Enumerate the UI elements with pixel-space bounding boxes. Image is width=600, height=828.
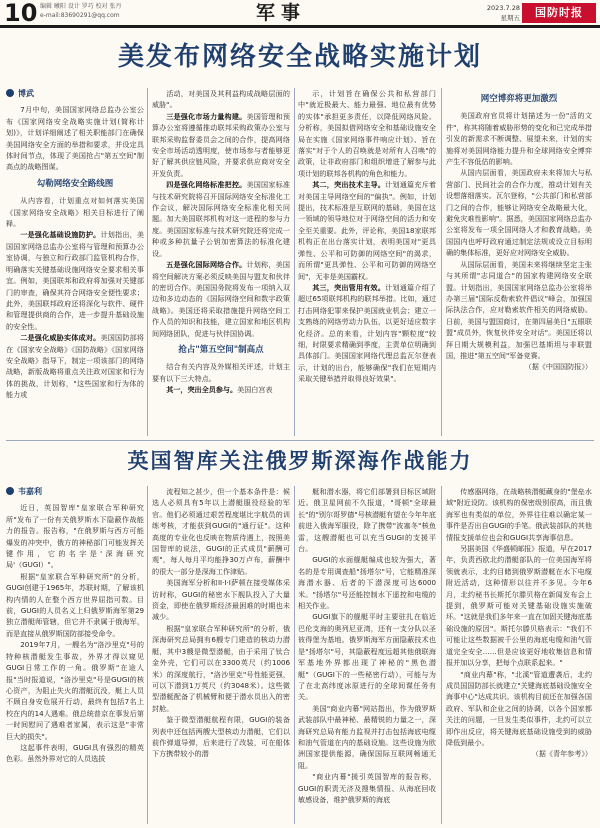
article1-byline: 博武	[6, 88, 144, 99]
article2-column-2: 流程知之甚少，但一个基本条件是：候选人必须具有5年以上潜艇服役经验的军官。他们必须通过艰苦程度堪比宇航员的训练考核，才能获到GUGI的"通行证"。这种高度的专业化也反映在物质待遇上，按照美国智库的说法，GUGI的正式成员"薪酬可观"，每人每月平均能挣30万卢布，薪酬中的很大一部分是深海工作津贴。 美国海军分析和II·I·I萨顿在接受媒体采访时称，GUGI的秘密水下舰队投入了大量资金，即使在俄罗斯经济最困难的时期也未减少。 根据"皇家联合军种研究所"的分析，俄深海研究总局拥有6艘专门建造的核动力潜艇，其中3艘是微型潜艇，由于采用了钛合金外壳，它们可以在3300英尺（约1006米）的深度航行，"洛沙里克"号性能更强，可以下潜到1万英尺（约3048米）。这些微型潜艇配备了机械臂和便于潜水员出入的密封舱。 鉴于微型潜艇航程有限，GUGI的装备列表中还包括两艘大型核动力潜艇，它们以前作弹道导弹，后来进行了改装，可在船体下方携带较小的潜	[152, 487, 290, 759]
article1-column-1: 博武 7月中旬，美国国家网络总监办公室公布《国家网络安全战略实施计划(简称计划)》，计划详细阐述了相关职能部门在确保美国网络安全方面的举措和要求，并设定具体时间节点，体现了美国抢占"第五空间"制高点的战略图谋。 勾勒网络安全路线图 从内容看，计划重点对如何落实美国《国家网络安全战略》相关目标进行了阐释。 一是强化基础设施防护。计划指出，美国国家网络总监办公室将与管理和预算办公室协调，与独立和行政部门监管机构合作，明确落实关键基础设施网络安全要求相关事宜。例如，美国联邦和政府将加强对关键部门的审查，确保其符合网络安全便性要求；此外，美国联邦政府还将深化与软件、硬件和管理提供商的合作，进一步提升基础设施的安全性。 二是强化威胁实体成对。美国国防部将在《国家安全战略》《国防战略》《国家网络安全战略》指导下，制定一项该部门的网络战略，新版战略将重点关注政对国家和行为体的挑战，计划称，"这些国家和行为体的能力或	[6, 89, 144, 400]
column-divider	[294, 486, 295, 824]
source-credit: （据《青年参考》）	[531, 749, 592, 759]
issue-date: 2023.7.28 星期五	[486, 4, 520, 22]
author-icon	[6, 89, 14, 97]
article2-column-4: 传感器网络，在战略核潜艇藏身的"堡垒水域"附近设防。该机构的保密级别很高，而且俄海军也有类似的单位，外界往往难以确定某一事件是否出自GUGI的手笔。俄武装部队的其他情报支援单位也会和GUGI共享海事信息。 另据美国《华盛顿邮报》报道，早在2017年，负责西欧北约潜艇部队的一位美国海军将领就表示，北约目睹到俄罗斯潜艇在水下电缆附近活动，这种情形以往并不多见。今年6月，北约秘书长斯托尔滕贝格在新闻发布会上提到，俄罗斯可能对关键基础设施实施破坏。"这就是我们多年来一直在加固关键海底基础设施的原因"。斯托尔滕贝格表示："我们不可能让这些数据被千公里的海底电缆和油气管道完全安全……但是应该更好地收集信息和情报并加以分享，把每个点联系起来。" "商业内幕"称，"北溪"管道遭袭后，北约成员国国防部长就建立"关键海底基础设施安全海事中心"达成共识。该机构目前还在加强各国政府、军队和企业之间的协调，以各个国家都关注的问题，一旦发生类似事件，北约可以立即作出反应，将关键海底基础设施受到的威胁降低到最小。 （据《青年参考》）	[446, 487, 592, 759]
article1-column-2: 活动，对美国及其利益构成战略层面的威胁"。 三是强化市场力量构建。美国管理和预算办公室将遵循推动联邦采购政策办公室与联邦采购监督委员会之间的合作，提高网络安全市场活动透明度，使市场参与者能够更好了解其供应链风险，并要求供应商对安全开发负责。 四是强化网络标准把控。美国国家标准与技术研究院将召开国际网络安全标准化工作会议，解决国际网络安全标准化相关问题。加大美国联邦机构对这一进程的参与力度。美国国家标准与技术研究院还将完成一种或多种抗量子公钥加密算法的标准化建设。 五是强化国际网络合作。计划称，美国将空间解决方案必须反映美国与盟友和伙伴的密切合作。美国国务院将发布一项纳入双边和多边动态的《国际网络空间和数字政策战略》。美国还将采取措施提升网络空间工作人员的知识和技能，建立国家和地区机构间网络团队，促进与伙伴国协调。 抢占"第五空间"制高点 结合有关内容及外媒相关评述，计划主要有以下三大特点。 其一，突出全员参与。美国白宫表	[152, 89, 290, 395]
newspaper-logo: 国防时报	[522, 3, 596, 23]
column-divider	[294, 88, 295, 436]
article2-headline: 英国智库关注俄罗斯深海作战能力	[127, 449, 473, 473]
column-divider	[147, 88, 148, 436]
column-divider	[441, 486, 442, 824]
column-divider	[147, 486, 148, 824]
article2-column-1: 韦嘉利 近日，英国智库"皇家联合军种研究所"发布了一份有关俄罗斯水下隐蔽作战能力的报告。报告称，"在俄罗斯与西方可能爆发的冲突中，俄方的神秘部门可能发挥关键作用，它的名字是'深海研究局'（GUGI）"。 根据"皇家联合军种研究所"的分析，GUGI创建于1965年，苏联时期，了解该机构内情的人在整个西方世界屈指可数。目前，GUGI的人员名义上归俄罗斯海军第29独立潜艇师管辖，但它并不隶属于俄海军，而是直接从俄罗斯国防部接受命令。 2019年7月，一艘名为"洛沙里克"号的特种核潜艇发生事故，外界才得以窥见GUGI日常工作的一角。俄罗斯"在途人报"当时报道说，"洛沙里克"号是GUGI的核心资产，为阻止失火的潜艇沉没，艇上人员不顾自身安危展开行动，最终有包括7名上校在内的14人遇难。俄总统普京在事发后第一时间慰问了遇难者家属，表示这是"非常巨大的损失"。 这起事件表明，GUGI具有强烈的精英色彩。虽然外界对它的人员选拔	[6, 487, 144, 764]
article1-column-4: 网空博弈将更加激烈 美国政府官员将计划描述为一份"活的文件"，称其将随着威胁形势的变化和已完成举措引发的新需求不断调整、展望未来，计划的实施将对美国网络能力提升和全球网络安全博弈产生不容低估的影响。 从国内层面看，美国政府未来将加大与私营部门、民间社会的合作力度，推动计划有关设想落细落实。瓦尔登称，"公共部门和私营部门之间的合作，能够让网络安全战略最大化，避免灾难性影响"。据悉，美国国家网络总监办公室将发布一项全国网络人才和教育战略。美国国内也呼吁政府通过制定法规或设立目标明确的集体标准，更好应对网络安全威胁。 从国际层面看，美国未来将继续坚定主张与其所谓"志同道合"的国家构建网络安全联盟。计划指出，美国国家网络总监办公室将举办第三届"国际反勒索软件倡议"峰会，加强国际执法合作，应对勒索软件相关的网络威胁。日前，美国与盟国商讨，在第四届美日"五眼联盟"成员外，恢复伙伴安全对话"。美国还将以拜日期大规模利益，加强巴基斯坦与非联盟国，推进"第五空间"军备竞赛。 （据《中国国防报》）	[446, 94, 592, 372]
article1-column-3: 示，计划旨在确保公共和私营部门中"就近极最大、能力最强、地位最有优势的实体"承担更多责任，以降低网络风险。分析称，美国拟借网络安全和基础设施安全局在实施《国家网络事件响应计划》、旨在落实"对于个人的召唤就是对所有人召唤"的政策，让非政府部门和组织增进了解参与此项计划的联邦各机构的角色和能力。 其二，突出技术主导。计划通篇充斥着对美国主导网络空间的"偏执"。例如，计划提出，技术标准是互联网的基础，美国在这一领域的领导地位对于网络空间的活力和安全至关重要。此外，评论称，美国18家联邦机构正在出台落实计划，表明美国对"更具弹性、公平和可防御的网络空间"的渴求，而所谓"更具弹性、公平和可防御的网络空间"，无非是美国霸权。 其三，突出管用有效。计划通篇介绍了超过65项联邦机构的联邦举措。比如，通过打击网络犯罪来保护美国就业机会；建立一支熟练的网络劳动力队伍，以更好适应数字化经济。总的来看，计划内容"颗粒度"较细，时限要求精确到季度，主责单位明确到具体部门。美国国家网络代理总监瓦尔登表示，计划的出台，能够确保"我们在短期内采取关键举措并取得良好效果"。	[298, 89, 436, 384]
subheading: 勾勒网络安全路线图	[36, 178, 114, 189]
source-credit: （据《中国国防报》）	[524, 362, 592, 372]
column-divider	[441, 88, 442, 436]
article2-byline: 韦嘉利	[6, 486, 144, 497]
page-number: 10	[4, 0, 38, 27]
section-title: 军事	[256, 2, 307, 24]
author-icon	[6, 487, 14, 495]
subheading: 网空博弈将更加激烈	[480, 94, 558, 104]
subheading: 抢占"第五空间"制高点	[178, 344, 264, 355]
article2-column-3: 艇和潜水器，将它们部署到目标区域附近。俄卫星网前不久报道，"哥顿"全球最长"的"别尔哥罗德"号核潜艇有望在今年年底前进入俄海军服役，除了携带"波塞冬"核鱼雷，这艘潜艇也可以充当GUGI的支援平台。 GUGI的水面舰艇编成也较为强大，著名的是专用调查船"扬塔尔"号，它能精准深海潜水器、后者的下潜深度可达6000米。"扬塔尔"号还能控制水下遥控和电缆的相关作业。 GUGI旗下的舰艇平时主要驻扎在临近巴伦支海的奥列尼亚湾，还有一支分队以圣彼得堡为基地。俄罗斯海军方面隐蔽技术也是"扬塔尔"号，其隐蔽程度远超其他俄联海军基地外界都出现了神秘的"黑色潜艇"（GUGI下的一些秘密行动），可能与为了在北高纬度冰原进行的全球间谍任务有关。 美国"商业内幕"网站指出，作为俄罗斯武装部队中最神秘、最精锐的力量之一，深海研究总局有能力监视并打击包括海底电缆和油气管道在内的基础设施。这些设施为欧洲国家提供能源，确保国际互联网畅通无阻。 "商业内幕"援引英国智库的报告称，GUGI的职责无济及搜集情报、从海底回收敏感设备，维护俄罗斯的海底	[298, 487, 436, 804]
page-header	[0, 0, 600, 28]
article-divider	[6, 440, 594, 441]
article1-headline: 美发布网络安全战略实施计划	[117, 42, 482, 72]
editor-credits: 编辑 曦阳 设计 罗巧 校对 张丹 e-mail:83690291@qq.com	[40, 3, 122, 19]
